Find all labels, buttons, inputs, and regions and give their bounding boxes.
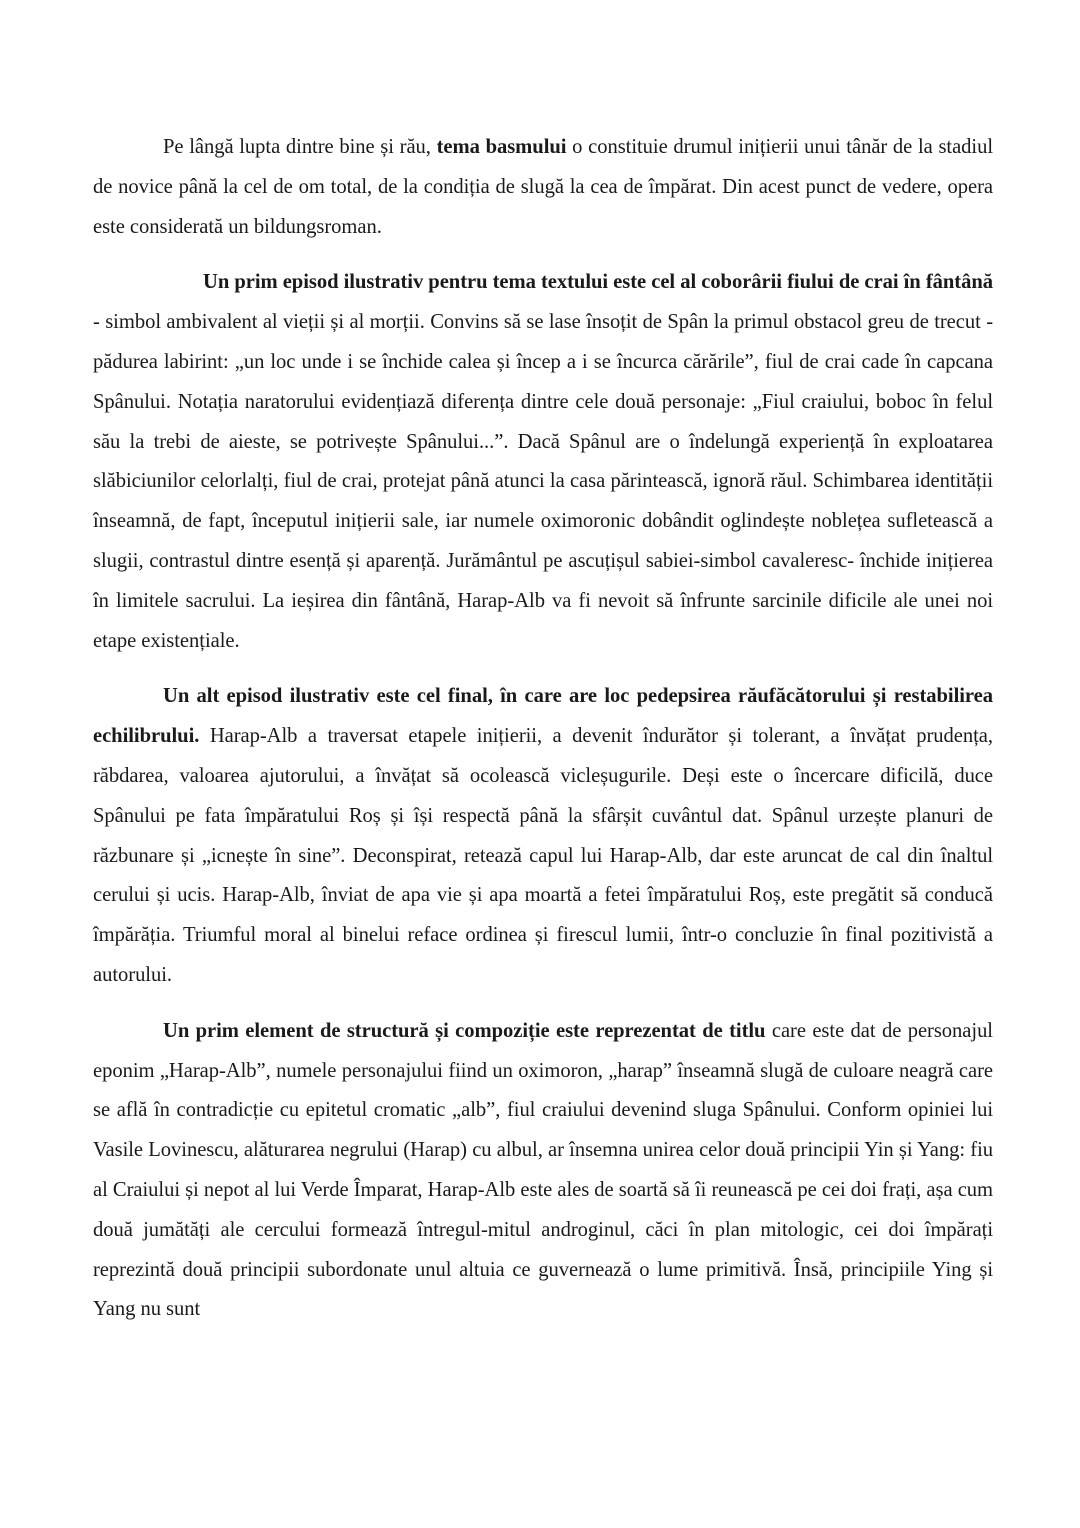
bold-term: tema basmului [436,136,567,158]
bold-term: Un alt episod ilustrativ este cel final, în care are loc pedepsirea răufăcătorului și restabilirea echilibrului. [93,685,993,748]
document-page [93,128,993,1346]
bold-term: Un prim episod ilustrativ pentru tema textului este cel al coborârii fiului de crai în fântână [203,271,993,294]
text-segment: o constituie drumul inițierii unui tânăr de la stadiul de novice până la cel de om total, de la condiția de slugă la cea de împărat. Din acest punct de vedere, opera este considerată un bildungsroman. [93,136,994,238]
paragraph-theme [93,128,993,247]
paragraph-title-structure [93,1012,993,1330]
text-segment: care este dat de personajul eponim „Harap-Alb”, numele personajului fiind un oximoron, „harap” înseamnă slugă de culoare neagră care se află în contradicție cu epitetul cromatic „alb”, fiul craiului devenind sluga Spânului. Conform opiniei lui Vasile Lovinescu, alăturarea negrului (Harap) cu albul, ar însemna unirea celor două principii Yin și Yang: fiu al Craiului și nepot al lui Verde Împarat, Harap-Alb este ales de soartă să îi reunească pe cei doi frați, așa cum două jumătăți ale cercului formează întregul-mitul androginul, căci în plan mitologic, cei doi împărați reprezintă două principii subordonate unul altuia ce guvernează o lume primitivă. Însă, principiile Ying și Yang nu sunt [93,1019,993,1321]
text-segment: - simbol ambivalent al vieții și al morții. Convins să se lase însoțit de Spân la primul obstacol greu de trecut - pădurea labirint: „un loc unde i se închide calea și încep a i se încurca cărările”, fiul de crai cade în capcana Spânului. Notația naratorului evidențiază diferența dintre cele două personaje: „Fiul craiului, boboc în felul său la trebi de aieste, se potrivește Spânului...”. Dacă Spânul are o îndelungă experiență în exploatarea slăbiciunilor celorlalți, fiul de crai, protejat până atunci la casa părintească, ignoră răul. Schimbarea identității înseamnă, de fapt, începutul inițierii sale, iar numele oximoronic dobândit oglindește noblețea sufletească a slugii, contrastul dintre esență și aparență. Jurământul pe ascuțișul sabiei-simbol cavaleresc- închide inițierea în limitele sacrului. La ieșirea din fântână, Harap-Alb va fi nevoit să înfrunte sarcinile dificile ale unei noi etape existențiale. [93,311,993,652]
paragraph-first-episode [93,263,993,661]
text-segment: Harap-Alb a traversat etapele inițierii, a devenit îndurător și tolerant, a învățat prudența, răbdarea, valoarea ajutorului, a învățat să ocolească vicleșugurile. Deși este o încercare dificilă, duce Spânului pe fata împăratului Roș și își respectă până la sfârșit cuvântul dat. Spânul urzește planuri de răzbunare și „icnește în sine”. Deconspirat, retează capul lui Harap-Alb, dar este aruncat de cal din înaltul cerului și ucis. Harap-Alb, înviat de apa vie și apa moartă a fetei împăratului Roș, este pregătit să conducă împărăția. Triumful moral al binelui reface ordinea și firescul lumii, într-o concluzie în final pozitivistă a autorului. [93,725,993,986]
paragraph-final-episode [93,677,993,995]
text-segment: Pe lângă lupta dintre bine și rău, [163,136,437,158]
bold-term: Un prim element de structură și compoziție este reprezentat de titlu [163,1019,766,1042]
